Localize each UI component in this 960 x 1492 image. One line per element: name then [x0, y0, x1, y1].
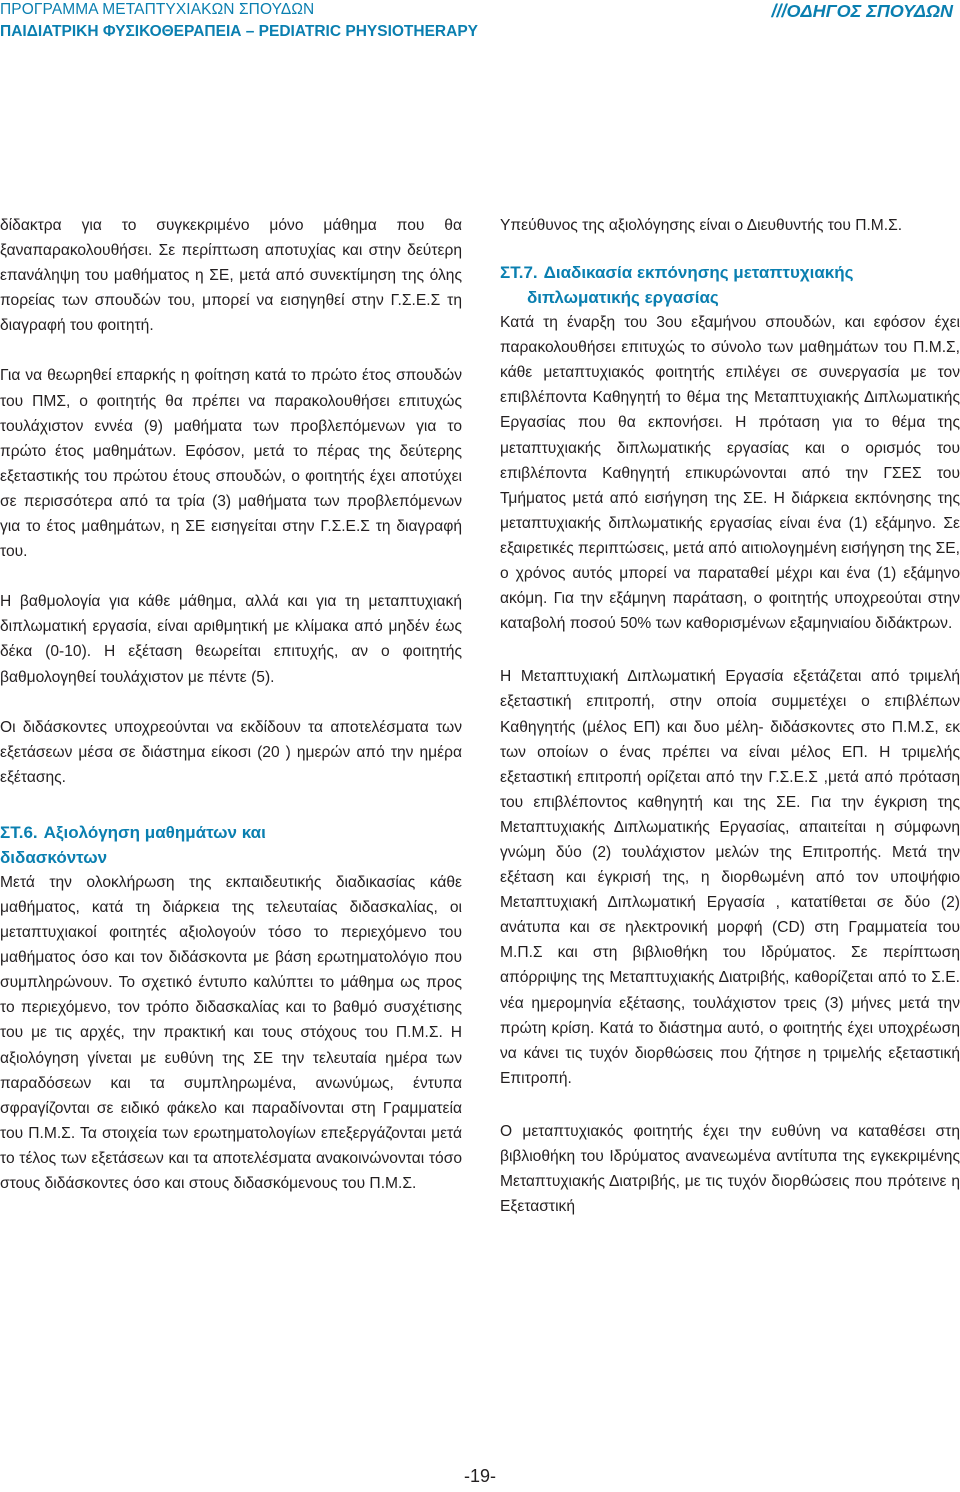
left-paragraph-2: Για να θεωρηθεί επαρκής η φοίτηση κατά το πρώτο έτος σπουδών του ΠΜΣ, ο φοιτητής θα πρέπει να παρακολουθήσει επιτυχώς τουλάχιστον εννέα (9) μαθήματα των προβλεπόμενων για το πρώτο έτος μαθημάτων. Εφόσον, μετά το πέρας της δεύτερης εξεταστικής του πρώτου έτους σπουδών, ο φοιτητής έχει αποτύχει σε περισσότερα από τα τρία (3) μαθήματα των προβλεπόμενων για το έτος μαθημάτων, η ΣΕ εισηγείται στην Γ.Σ.Ε.Σ τη διαγραφή του. [0, 367, 462, 561]
right-paragraph-1: Υπεύθυνος της αξιολόγησης είναι ο Διευθυντής του Π.Μ.Σ. [500, 217, 903, 234]
section-7-title-line1: Διαδικασία εκπόνησης μεταπτυχιακής [543, 263, 854, 283]
right-paragraph-3: Η Μεταπτυχιακή Διπλωματική Εργασία εξετάζεται από τριμελή εξεταστική επιτροπή, στην οποία συμμετέχει ο επιβλέπων Καθηγητής (μέλος ΕΠ) και δυο μέλη- διδάσκοντες στο Π.Μ.Σ, εκ των οποίων ο ένας πρέπει να είναι μέλος ΕΠ. Η τριμελής εξεταστική επιτροπή ορίζεται από την Γ.Σ.Ε.Σ ,μετά από πρόταση του επιβλέποντος καθηγητή και της ΣΕ. Για την έγκριση της Μεταπτυχιακής Διπλωματικής Εργασίας, απαιτείται η σύμφωνη γνώμη δύο (2) τουλάχιστον μελών της Επιτροπής. Μετά την εξέταση και έγκρισή της, η διορθωμένη από τον υποψήφιο Μεταπτυχιακή Διπλωματική Εργασία , κατατίθεται σε δύο (2) ανάτυπα και σε ηλεκτρονική μορφή (CD) στη Γραμματεία του Μ.Π.Σ και στη βιβλιοθήκη του Ιδρύματος. Σε περίπτωση απόρριψης της Μεταπτυχιακής Διατριβής, καθορίζεται από το Σ.Ε. νέα ημερομηνία εξέτασης, τουλάχιστον τρεις (3) μήνες μετά την πρώτη κρίση. Κατά το διάστημα αυτό, ο φοιτητής έχει υποχρέωση να κάνει τις τυχόν διορθώσεις που ζήτησε η τριμελής εξεταστική Επιτροπή. [500, 668, 960, 1087]
section-6-heading [0, 820, 462, 870]
left-paragraph-5: Μετά την ολοκλήρωση της εκπαιδευτικής διαδικασίας κάθε μαθήματος, κατά τη διάρκεια της τελευταίας διδασκαλίας, οι μεταπτυχιακοί φοιτητές αξιολογούν τόσο το περιεχόμενο του μαθήματος όσο και τον διδάσκοντα με βάση ερωτηματολόγιο που συμπληρώνουν. Το σχετικό έντυπο καλύπτει το μάθημα ως προς το περιεχόμενο, τον τρόπο διδασκαλίας και το βαθμό συσχέτισης του με τις αρχές, την πρακτική και τους στόχους του Π.Μ.Σ. Η αξιολόγηση γίνεται με ευθύνη της ΣΕ την τελευταία ημέρα των παραδόσεων και τα συμπληρωμένα, ανωνύμως, έντυπα σφραγίζονται σε ειδικό φάκελο και παραδίνονται στη Γραμματεία του Π.Μ.Σ. Τα στοιχεία των ερωτηματολογίων επεξεργάζονται μετά το τέλος των εξετάσεων και τα αποτελέσματα ανακοινώνονται τόσο στους διδάσκοντες όσο και στους διδασκόμενους του Π.Μ.Σ. [0, 873, 462, 1192]
header-guide-title: ///ΟΔΗΓΟΣ ΣΠΟΥΔΩΝ [771, 1, 953, 21]
section-6-title-line2: διδασκόντων [0, 847, 108, 867]
left-paragraph-3: Η βαθμολογία για κάθε μάθημα, αλλά και για τη μεταπτυχιακή διπλωματική εργασία, είναι αριθμητική με κλίμακα από μηδέν έως δέκα (0-10). Η εξέταση θεωρείται επιτυχής, αν ο φοιτητής βαθμολογηθεί τουλάχιστον με πέντε (5). [0, 593, 462, 686]
section-7-heading [500, 260, 960, 310]
left-paragraph-4: Οι διδάσκοντες υποχρεούνται να εκδίδουν τα αποτελέσματα των εξετάσεων μέσα σε διάστημα είκοσι (20 ) ημερών από την ημέρα εξέτασης. [0, 718, 462, 786]
section-6-title-line1: Αξιολόγηση μαθημάτων και [43, 822, 266, 842]
header-program-line: ΠΡΟΓΡΑΜΜΑ ΜΕΤΑΠΤΥΧΙΑΚΩΝ ΣΠΟΥΔΩΝ [0, 1, 315, 18]
right-paragraph-4: Ο μεταπτυχιακός φοιτητής έχει την ευθύνη να καταθέσει στη βιβλιοθήκη του Ιδρύματος ανανεωμένα αντίτυπα της εγκεκριμένης Μεταπτυχιακής Διατριβής, με τις τυχόν διορθώσεις που πρότεινε η Εξεταστική [500, 1122, 960, 1216]
left-column [0, 213, 462, 1196]
left-paragraph-1: δίδακτρα για το συγκεκριμένο μόνο μάθημα που θα ξαναπαρακολουθήσει. Σε περίπτωση αποτυχίας και στην δεύτερη επανάληψη του μαθήματος η ΣΕ, μετά από συνεκτίμηση της όλης πορείας των σπουδών του, μπορεί να εισηγηθεί στην Γ.Σ.Ε.Σ τη διαγραφή του φοιτητή. [0, 217, 462, 335]
running-header [0, 0, 560, 42]
section-7-title-line2: διπλωματικής εργασίας [527, 288, 719, 308]
right-paragraph-2: Κατά τη έναρξη του 3ου εξαμήνου σπουδών, και εφόσον έχει παρακολουθήσει επιτυχώς το σύνολο των μαθημάτων του Π.Μ.Σ, κάθε μεταπτυχιακός φοιτητής επιλέγει σε συνεργασία με τον επιβλέποντα Καθηγητή το θέμα της Μεταπτυχιακής Διπλωματικής Εργασίας που θα εκπονήσει. Η πρόταση για το θέμα της μεταπτυχιακής διπλωματικής εργασίας και ο ορισμός του επιβλέποντα Καθηγητή επικυρώνονται από την ΓΣΕΣ του Τμήματος μετά από εισήγηση της ΣΕ. Η διάρκεια εκπόνησης της μεταπτυχιακής διπλωματικής εργασίας είναι ένα (1) εξάμηνο. Σε εξαιρετικές περιπτώσεις, μετά από αιτιολογημένη εισήγηση της ΣΕ, ο χρόνος αυτός μπορεί να παραταθεί μέχρι και ένα (1) εξάμηνο ακόμη. Για την εξάμηνη παράταση, ο φοιτητής υποχρεούται στην καταβολή ποσού 50% των καθορισμένων εξαμηνιαίου διδάκτρων. [500, 314, 960, 633]
section-6-number: ΣΤ.6. [0, 822, 38, 842]
section-7-number: ΣΤ.7. [500, 263, 538, 283]
header-program-name: ΠΑΙΔΙΑΤΡΙΚΗ ΦΥΣΙΚΟΘΕΡΑΠΕΙΑ – PEDIATRIC PHYSIOTHERAPY [0, 23, 478, 40]
right-column [500, 213, 960, 1219]
page-number: -19- [463, 1466, 496, 1486]
